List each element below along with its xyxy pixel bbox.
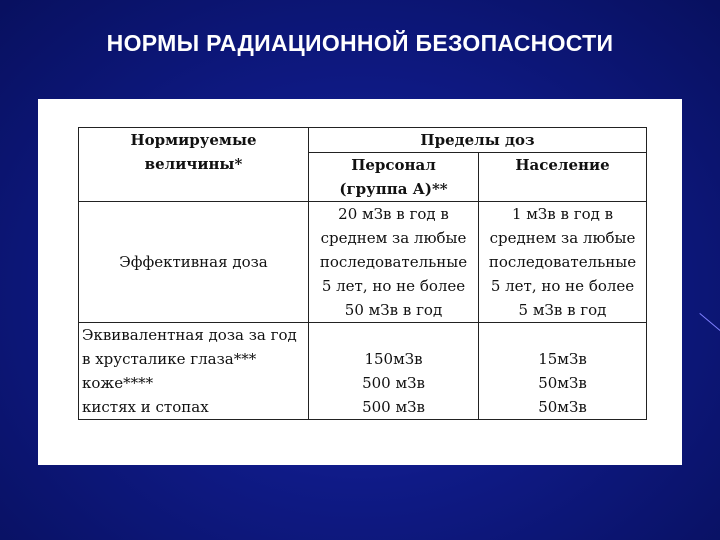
row-label-line: кистях и стопах	[82, 398, 209, 416]
cell-line: 50мЗв	[538, 374, 587, 392]
radiation-norms-table	[78, 127, 647, 420]
header-personnel-line: Персонал	[351, 156, 436, 174]
table-header-row-1	[79, 128, 647, 153]
row-label	[79, 202, 309, 323]
cell-line: 5 лет, но не более	[490, 277, 635, 295]
cell-line: 500 мЗв	[362, 398, 425, 416]
cell-line: 500 мЗв	[362, 374, 425, 392]
cell-line: 50мЗв	[538, 398, 587, 416]
cell-line: последовательные	[319, 253, 468, 271]
table-panel	[38, 99, 682, 465]
cell-line: 1 мЗв в год в	[511, 205, 614, 223]
header-quantity-line: Нормируемые	[130, 131, 257, 149]
slide-title: НОРМЫ РАДИАЦИОННОЙ БЕЗОПАСНОСТИ	[106, 30, 614, 56]
header-personnel-line: (группа А)**	[339, 180, 448, 198]
header-quantity-line: величины*	[144, 155, 243, 173]
cell-line: среднем за любые	[489, 229, 636, 247]
cell-line: последовательные	[488, 253, 637, 271]
header-limits: Пределы доз	[309, 128, 647, 153]
row-label-line: коже****	[82, 374, 154, 392]
cell-line: 20 мЗв в год в	[338, 205, 449, 223]
row-label-line: в хрусталике глаза***	[82, 350, 257, 368]
header-population: Население	[479, 153, 647, 202]
cell-line: среднем за любые	[320, 229, 467, 247]
cell-line: 15мЗв	[538, 350, 587, 368]
table-row	[79, 202, 647, 323]
header-quantity	[79, 128, 309, 202]
row-personnel-cell	[309, 323, 479, 420]
header-personnel	[309, 153, 479, 202]
row-label	[79, 323, 309, 420]
table-row	[79, 323, 647, 420]
row-personnel-cell	[309, 202, 479, 323]
row-population-cell	[479, 202, 647, 323]
row-label-line: Эквивалентная доза за год	[82, 326, 297, 344]
row-label-line: Эффективная доза	[119, 253, 268, 271]
cell-line: 5 лет, но не более	[321, 277, 466, 295]
row-population-cell	[479, 323, 647, 420]
cell-line: 150мЗв	[364, 350, 423, 368]
decorative-line	[699, 313, 720, 336]
cell-line: 5 мЗв в год	[518, 301, 607, 319]
cell-line: 50 мЗв в год	[344, 301, 443, 319]
